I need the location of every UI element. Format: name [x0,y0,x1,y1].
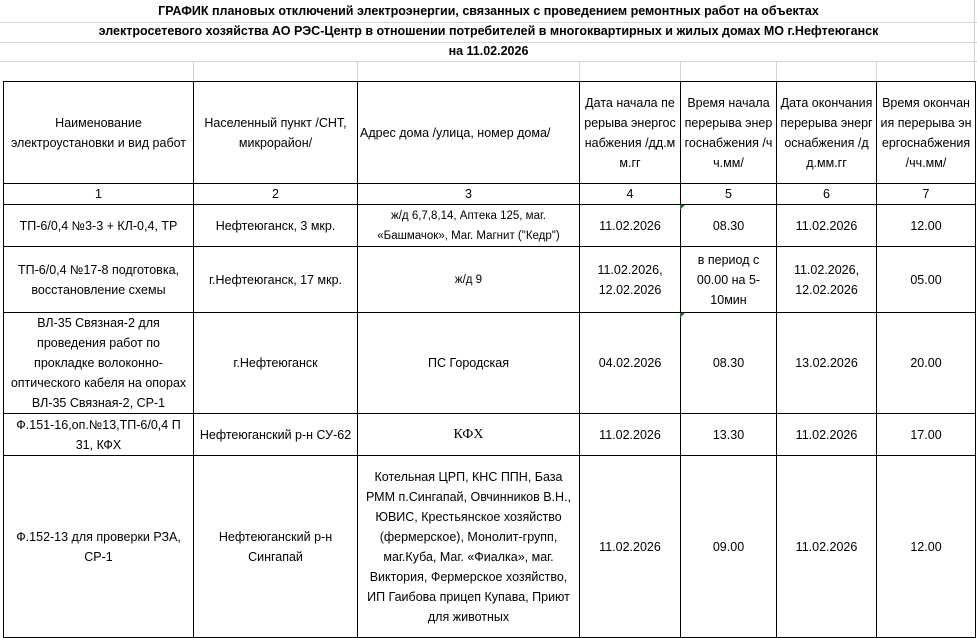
address-cell: Котельная ЦРП, КНС ППН, База РММ п.Сингапай, Овчинников В.Н., ЮВИС, Крестьянское хозяйство (фермерское), Монолит-групп, маг.Куба, Маг. «Фиалка», маг. Виктория, Фермерское хозяйство, ИП Гаибова прицеп Купава, Приют для животных [358,456,580,638]
gridline [0,42,977,43]
start-date-cell: 11.02.2026 [580,205,681,247]
start-date-cell: 04.02.2026 [580,313,681,414]
header-start-time: Время начала перерыва энергоснабжения /чч.мм/ [681,82,777,184]
table-row [4,313,976,414]
end-time-cell: 20.00 [877,313,976,414]
end-date-cell: 11.02.2026 [777,205,877,247]
header-start-date: Дата начала перерыва энергоснабжения /дд.мм.гг [580,82,681,184]
header-installation: Наименование электроустановки и вид работ [4,82,194,184]
title-line-3: на 11.02.2026 [448,44,529,58]
column-number: 6 [777,184,877,205]
gridline [193,61,194,81]
locality-cell: Нефтеюганск, 3 мкр. [194,205,358,247]
cell-note-indicator [680,205,685,210]
start-date-cell: 11.02.2026 [580,456,681,638]
outage-schedule-table [3,81,976,638]
gridline [776,61,777,81]
column-number: 7 [877,184,976,205]
header-address: Адрес дома /улица, номер дома/ [358,82,580,184]
gridline [579,61,580,81]
end-date-cell: 11.02.2026, 12.02.2026 [777,247,877,313]
address-cell: ж/д 9 [358,247,580,313]
table-row [4,456,976,638]
installation-cell: ТП-6/0,4 №3-3 + КЛ-0,4, ТР [4,205,194,247]
table-row [4,247,976,313]
address-cell: ПС Городская [358,313,580,414]
column-number-row [4,184,976,205]
installation-cell: Ф.151-16,оп.№13,ТП-6/0,4 П 31, КФХ [4,414,194,456]
header-row [4,82,976,184]
locality-cell: Нефтеюганский р-н СУ-62 [194,414,358,456]
gridline [357,61,358,81]
end-date-cell: 13.02.2026 [777,313,877,414]
column-number: 1 [4,184,194,205]
column-number: 5 [681,184,777,205]
column-number: 2 [194,184,358,205]
header-end-time: Время окончания перерыва энергоснабжения /чч.мм/ [877,82,976,184]
start-time-cell: 09.00 [681,456,777,638]
gridline [876,61,877,81]
gridline [0,61,977,62]
end-time-cell: 17.00 [877,414,976,456]
start-time-cell: 08.30 [681,205,777,247]
installation-cell: Ф.152-13 для проверки РЗА, СР-1 [4,456,194,638]
start-date-cell: 11.02.2026, 12.02.2026 [580,247,681,313]
table-row [4,414,976,456]
end-time-cell: 05.00 [877,247,976,313]
header-end-date: Дата окончания перерыва энергоснабжения /дд.мм.гг [777,82,877,184]
gridline [0,22,977,23]
gridline [680,61,681,81]
installation-cell: ТП-6/0,4 №17-8 подготовка, восстановление схемы [4,247,194,313]
end-time-cell: 12.00 [877,456,976,638]
locality-cell: г.Нефтеюганск [194,313,358,414]
installation-cell: ВЛ-35 Связная-2 для проведения работ по прокладке волоконно-оптического кабеля на опорах ВЛ-35 Связная-2, СР-1 [4,313,194,414]
title-line-2: электросетевого хозяйства АО РЭС-Центр в отношении потребителей в многоквартирных и жилых домах МО г.Нефтеюганск [98,24,879,38]
start-date-cell: 11.02.2026 [580,414,681,456]
end-date-cell: 11.02.2026 [777,414,877,456]
address-cell: ж/д 6,7,8,14, Аптека 125, маг. «Башмачок», Маг. Магнит ("Кедр") [358,205,580,247]
address-cell: КФХ [358,414,580,456]
cell-note-indicator [680,313,685,318]
table-row [4,205,976,247]
end-time-cell: 12.00 [877,205,976,247]
column-number: 4 [580,184,681,205]
start-time-cell: 08.30 [681,313,777,414]
locality-cell: г.Нефтеюганск, 17 мкр. [194,247,358,313]
locality-cell: Нефтеюганский р-н Сингапай [194,456,358,638]
column-number: 3 [358,184,580,205]
end-date-cell: 11.02.2026 [777,456,877,638]
start-time-cell: в период с 00.00 на 5-10мин [681,247,777,313]
start-time-cell: 13.30 [681,414,777,456]
title-line-1: ГРАФИК плановых отключений электроэнергии, связанных с проведением ремонтных работ на объектах [158,4,819,18]
header-locality: Населенный пункт /СНТ, микрорайон/ [194,82,358,184]
